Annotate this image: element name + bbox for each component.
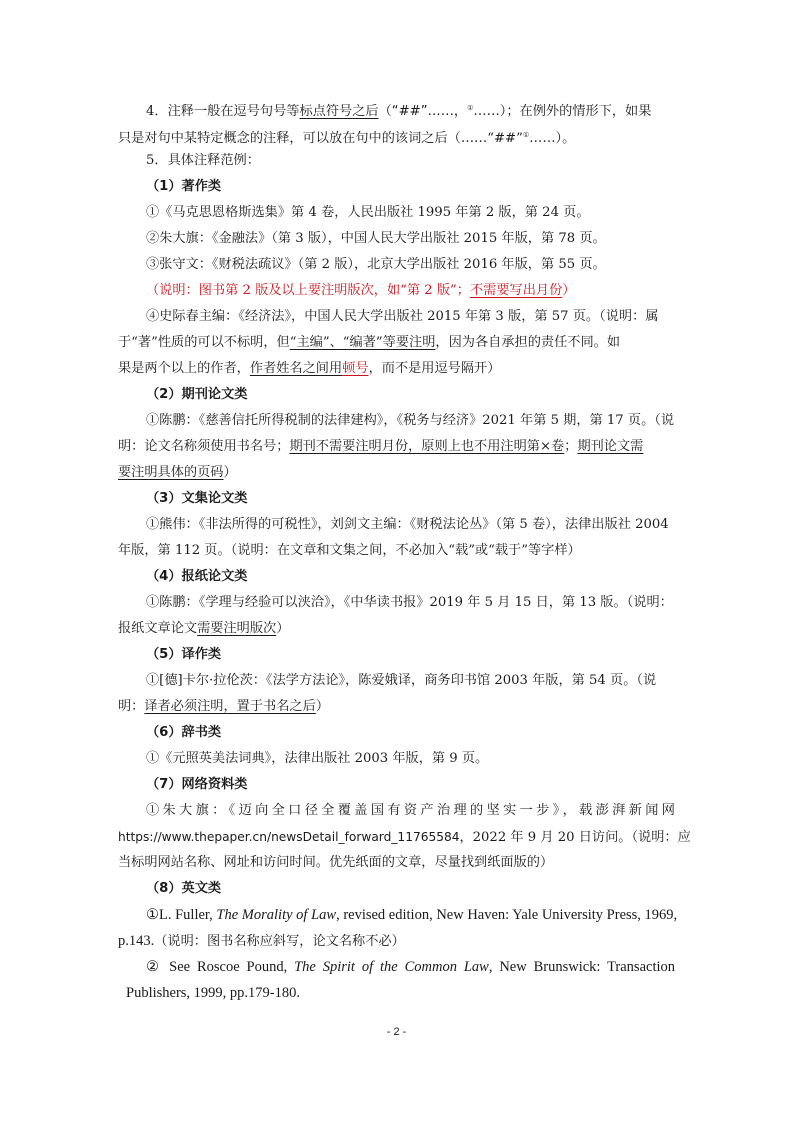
section-heading-online: （7）网络资料类: [146, 777, 248, 792]
text: , revised edition, New Haven: Yale University Press, 1969,: [336, 907, 678, 923]
text: ，而不是用逗号隔开）: [368, 361, 501, 376]
rule-4-text: 4．注释一般在逗号句号等: [146, 104, 300, 119]
example-online-line-3: 当标明网站名称、网址和访问时间。优先纸面的文章，尽量找到纸面版的）: [118, 855, 554, 870]
footnote-marker: ①: [467, 104, 474, 112]
italic-title: The Spirit of the Common Law: [294, 959, 489, 975]
underlined-text: 需要注明版次: [197, 621, 277, 636]
rule-4-underlined: 标点符号之后: [299, 104, 379, 119]
text: （说明：图书名称应斜写，论文名称不必）: [154, 934, 405, 949]
underlined-text: “主编”、“编著”等要注明: [289, 335, 436, 350]
text: ①L. Fuller,: [146, 907, 217, 923]
example-journal-line-1: ①陈鹏：《慈善信托所得税制的法律建构》，《税务与经济》2021 年第 5 期，第 17 页。（说: [146, 413, 675, 428]
example-online-line-2: [118, 829, 691, 846]
text: 明：论文名称须使用书名号；: [118, 439, 290, 454]
text: 明：: [118, 699, 145, 714]
section-heading-dictionary: （6）辞书类: [146, 725, 222, 740]
text: 报纸文章论文: [118, 621, 198, 636]
section-heading-journal: （2）期刊论文类: [146, 387, 248, 402]
footnote-marker: ①: [522, 131, 530, 139]
example-url: https://www.thepaper.cn/newsDetail_forward_11765584: [118, 830, 460, 844]
text: 于“著”性质的可以不标明，但: [118, 335, 290, 350]
example-online-line-1: ①朱大旗：《迈向全口径全覆盖国有资产治理的坚实一步》，载澎湃新闻网: [146, 803, 675, 818]
italic-title: The Morality of Law: [216, 907, 337, 923]
section-heading-works: （1）著作类: [146, 179, 222, 194]
rule-4-example: （“##”……，: [378, 104, 468, 119]
page-number: - 2 -: [386, 1026, 407, 1038]
underlined-text: 要注明具体的页码: [118, 465, 224, 480]
text: ）: [315, 699, 329, 714]
text: ② See Roscoe Pound,: [146, 959, 295, 975]
example-works-4-line-1: ④史际春主编：《经济法》，中国人民大学出版社 2015 年第 3 版，第 57 页。（说明：属: [146, 309, 659, 324]
example-newspaper-line-1: ①陈鹏：《学理与经验可以浃洽》，《中华读书报》2019 年 5 月 15 日，第 13 版。（说明：: [146, 595, 673, 610]
example-newspaper-line-2: [118, 621, 675, 637]
text: ；: [564, 439, 578, 454]
example-english-2-line-1: [146, 959, 675, 976]
text: , New Brunswick: Transaction: [488, 959, 675, 975]
rule-4-text-2: 只是对句中某特定概念的注释，可以放在句中的该词之后（……“##”: [118, 131, 523, 146]
example-works-4-line-3: [118, 361, 675, 377]
section-heading-translation: （5）译作类: [146, 647, 222, 662]
example-journal-line-2: [118, 439, 675, 455]
section-heading-newspaper: （4）报纸论文类: [146, 569, 248, 584]
note-text: （说明：图书第 2 版及以上要注明版次，如“第 2 版”；: [146, 283, 470, 298]
text: p.143.: [118, 933, 155, 949]
note-underlined: 不需要写出月份: [469, 283, 563, 298]
section-heading-english: （8）英文类: [146, 881, 222, 896]
example-works-3: ③张守文：《财税法疏议》（第 2 版），北京大学出版社 2016 年版，第 55 页。: [146, 257, 606, 272]
example-translation-line-2: [118, 699, 675, 715]
text: ）: [276, 621, 290, 636]
underlined-text: 期刊不需要注明月份，原则上也不用注明第×卷: [289, 439, 565, 454]
rule-4-text-2-end: ……）。: [529, 131, 576, 146]
rule-4-text-cont: ……）；在例外的情形下，如果: [473, 104, 652, 119]
example-dictionary: ①《元照英美法词典》，法律出版社 2003 年版，第 9 页。: [146, 751, 489, 766]
example-works-2: ②朱大旗：《金融法》（第 3 版），中国人民大学出版社 2015 年版，第 78 页。: [146, 231, 606, 246]
text: Publishers, 1999, pp.179-180.: [126, 985, 300, 1001]
example-collection-line-2: 年版，第 112 页。（说明：在文章和文集之间，不必加入“载”或“载于”等字样）: [118, 543, 581, 558]
text: 果是两个以上的作者，: [118, 361, 250, 376]
rule-4-line-2: [118, 127, 675, 147]
text: ）: [223, 465, 237, 480]
text: ，因为各自承担的责任不同。如: [435, 335, 621, 350]
rule-4-line-1: [146, 100, 675, 120]
example-english-1-line-1: [146, 907, 678, 924]
text: ，2022 年 9 月 20 日访问。（说明：应: [459, 830, 691, 845]
example-english-2-line-2: [126, 985, 683, 1002]
note-text-end: ）: [562, 283, 576, 298]
note-works-edition: [146, 283, 675, 299]
underlined-text: 期刊论文需: [577, 439, 644, 454]
example-works-4-line-2: [118, 335, 675, 351]
example-collection-line-1: ①熊伟：《非法所得的可税性》，刘剑文主编：《财税法论丛》（第 5 卷），法律出版社 2004: [146, 517, 669, 532]
example-english-1-line-2: [118, 933, 675, 950]
example-translation-line-1: ①[德]卡尔·拉伦茨：《法学方法论》，陈爱娥译，商务印书馆 2003 年版，第 54 页。（说: [146, 673, 657, 688]
highlighted-text: 顿号: [342, 361, 369, 376]
underlined-text: 作者姓名之间用: [249, 361, 343, 376]
rule-5: 5．具体注释范例：: [146, 153, 260, 168]
section-heading-collection: （3）文集论文类: [146, 491, 248, 506]
example-works-1: ①《马克思恩格斯选集》第 4 卷，人民出版社 1995 年第 2 版，第 24 页。: [146, 205, 590, 220]
example-journal-line-3: [118, 465, 675, 481]
underlined-text: 译者必须注明，置于书名之后: [144, 699, 316, 714]
